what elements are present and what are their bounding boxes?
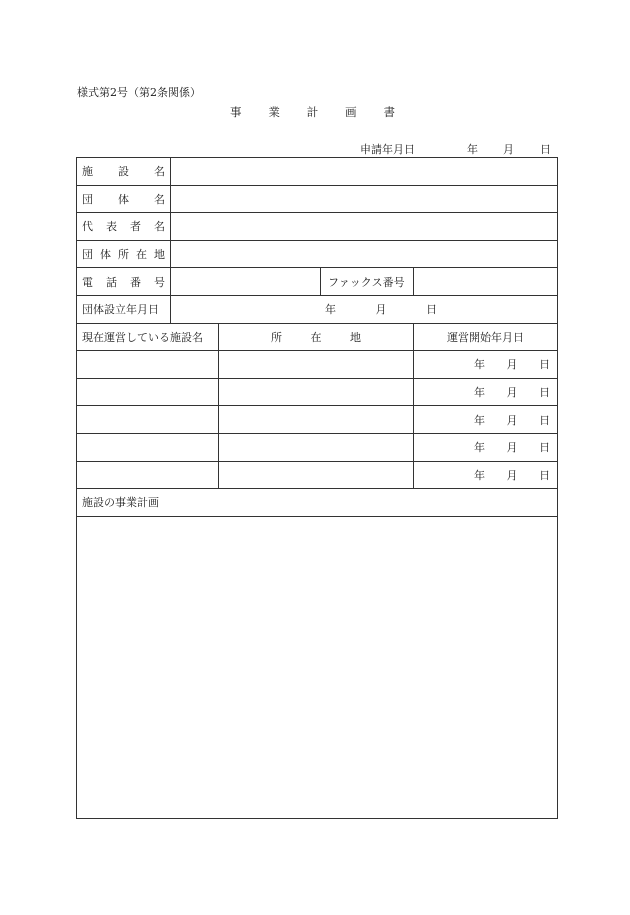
operation-start-date-field[interactable]: 年 月 日 (414, 351, 558, 379)
current-facility-location-field[interactable] (219, 351, 414, 379)
current-facility-row (77, 406, 558, 434)
organization-address-label: 団 体 所 在 地 (77, 240, 171, 268)
fax-number-label: ファックス番号 (321, 268, 414, 296)
current-facility-location-field[interactable] (219, 406, 414, 434)
operation-start-date-header: 運営開始年月日 (414, 323, 558, 351)
established-month: 月 (375, 303, 387, 317)
organization-address-field[interactable] (171, 240, 558, 268)
facility-name-label: 施 設 名 (77, 158, 171, 186)
operation-start-date-field[interactable]: 年 月 日 (414, 406, 558, 434)
application-day: 日 (540, 143, 551, 156)
facility-name-field[interactable] (171, 158, 558, 186)
current-facility-row (77, 433, 558, 461)
business-plan-field[interactable] (77, 516, 558, 818)
current-facility-name-field[interactable] (77, 351, 219, 379)
organization-name-row (77, 185, 558, 213)
current-facilities-header (77, 323, 558, 351)
business-plan-row (77, 516, 558, 818)
title-char: 計 (306, 105, 319, 119)
current-facility-location-field[interactable] (219, 461, 414, 489)
operation-start-date-field[interactable]: 年 月 日 (414, 378, 558, 406)
facility-name-row (77, 158, 558, 186)
organization-name-field[interactable] (171, 185, 558, 213)
application-form-table (76, 157, 558, 819)
established-year: 年 (325, 303, 336, 317)
title-char: 業 (268, 105, 280, 119)
business-plan-label: 施設の事業計画 (77, 489, 558, 517)
current-facility-row (77, 378, 558, 406)
current-facility-location-header: 所 在 地 (219, 323, 414, 351)
operation-start-date-field[interactable]: 年 月 日 (414, 461, 558, 489)
operation-start-date-field[interactable]: 年 月 日 (414, 433, 558, 461)
organization-address-row (77, 240, 558, 268)
form-reference: 様式第2号（第2条関係） (77, 86, 201, 99)
representative-name-field[interactable] (171, 213, 558, 241)
established-day: 日 (426, 303, 438, 317)
current-facility-name-header: 現在運営している施設名 (77, 323, 219, 351)
current-facility-name-field[interactable] (77, 378, 219, 406)
representative-name-label: 代 表 者 名 (77, 213, 171, 241)
phone-fax-row (77, 268, 558, 296)
document-title (230, 104, 395, 120)
application-year: 年 (467, 143, 478, 156)
title-char: 画 (345, 105, 357, 119)
business-plan-header-row (77, 489, 558, 517)
current-facility-name-field[interactable] (77, 433, 219, 461)
fax-number-field[interactable] (414, 268, 558, 296)
organization-name-label: 団 体 名 (77, 185, 171, 213)
current-facility-row (77, 461, 558, 489)
phone-number-field[interactable] (171, 268, 321, 296)
application-month: 月 (503, 143, 514, 156)
phone-number-label: 電 話 番 号 (77, 268, 171, 296)
title-char: 書 (383, 105, 395, 119)
current-facility-location-field[interactable] (219, 433, 414, 461)
title-char: 事 (230, 105, 242, 119)
established-date-label: 団体設立年月日 (77, 295, 171, 323)
established-date-row (77, 295, 558, 323)
established-date-field[interactable] (171, 295, 558, 323)
current-facility-row (77, 351, 558, 379)
current-facility-name-field[interactable] (77, 406, 219, 434)
representative-row (77, 213, 558, 241)
application-date-label: 申請年月日 (360, 143, 415, 156)
current-facility-location-field[interactable] (219, 378, 414, 406)
current-facility-name-field[interactable] (77, 461, 219, 489)
